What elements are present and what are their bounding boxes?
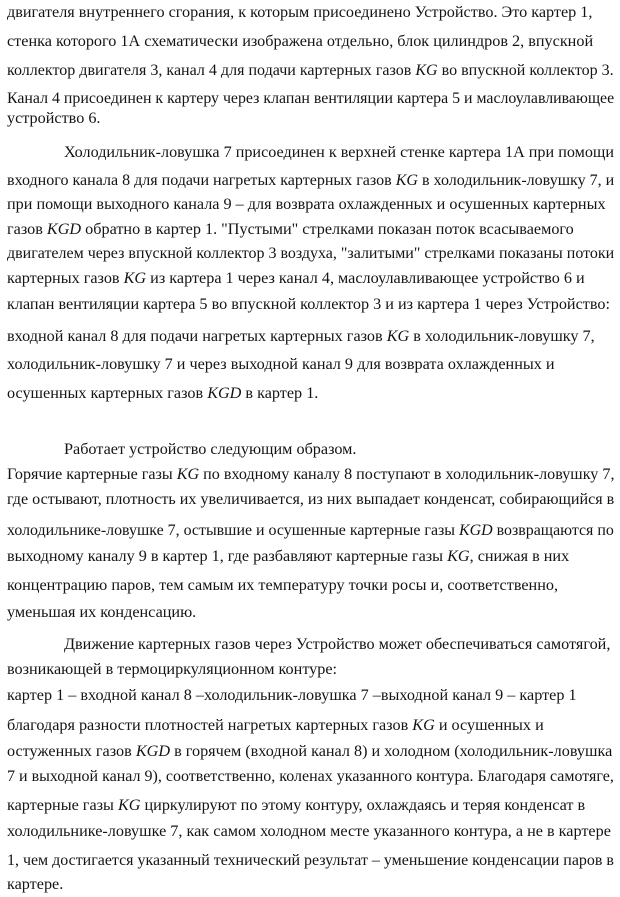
text-line: клапан вентиляции картера 5 во впускной коллектор 3 и из картера 1 через Устройство: [7,295,610,313]
text-line: благодаря разности плотностей нагретых картерных газов KG и осушенных и [7,716,544,734]
text-line: при помощи выходного канала 9 – для возврата охлажденных и осушенных картерных [7,195,606,213]
text-line: 7 и выходной канал 9), соответственно, коленах указанного контура. Благодаря самотяге, [7,767,614,785]
text-line: картерных газов KG из картера 1 через канал 4, маслоулавливающее устройство 6 и [7,269,585,287]
text-line: входного канала 8 для подачи нагретых картерных газов KG в холодильник-ловушку 7, и [7,171,615,189]
text-line: где остывают, плотность их увеличивается, из них выпадает конденсат, собирающийся в [7,490,615,508]
text-line: входной канал 8 для подачи нагретых картерных газов KG в холодильник-ловушку 7, [7,327,595,345]
text-line: 1, чем достигается указанный технический результат – уменьшение конденсации паров в [7,851,614,869]
text-line: Горячие картерные газы KG по входному каналу 8 поступают в холодильник-ловушку 7, [7,465,615,483]
text-line: уменьшая их конденсацию. [7,603,197,621]
text-line: холодильнике-ловушке 7, остывшие и осушенные картерные газы KGD возвращаются по [7,521,614,539]
text-line: устройство 6. [7,109,101,127]
text-line: стенка которого 1А схематически изображена отдельно, блок цилиндров 2, впускной [7,32,594,50]
text-line: холодильнике-ловушке 7, как самом холодном месте указанного контура, а не в картере [7,822,611,840]
text-line: выходному каналу 9 в картер 1, где разбавляют картерные газы KG, снижая в них [7,547,570,565]
text-line: картере. [7,875,64,893]
section-heading: Работает устройство следующим образом. [64,440,357,458]
text-line: двигателем через впускной коллектор 3 воздуха, "залитыми" стрелками показаны потоки [7,244,615,262]
text-line: двигателя внутреннего сгорания, к которым присоединено Устройство. Это картер 1, [7,3,593,21]
text-line: осушенных картерных газов KGD в картер 1. [7,384,319,402]
text-line: холодильник-ловушку 7 и через выходной канал 9 для возврата охлажденных и [7,355,555,373]
text-line: Холодильник-ловушка 7 присоединен к верхней стенке картера 1А при помощи [64,143,615,161]
text-line: коллектор двигателя 3, канал 4 для подачи картерных газов KG во впускной коллектор 3. [7,61,614,79]
text-line: Движение картерных газов через Устройство может обеспечиваться самотягой, [64,635,611,653]
text-line: Канал 4 присоединен к картеру через клапан вентиляции картера 5 и маслоулавливающее [7,89,615,107]
text-line: остуженных газов KGD в горячем (входной канал 8) и холодном (холодильник-ловушка [7,742,613,760]
text-line: возникающей в термоциркуляционном контуре: [7,660,338,678]
text-line: концентрацию паров, тем самым их температуру точки росы и, соответственно, [7,576,559,594]
text-line: газов KGD обратно в картер 1. "Пустыми" стрелками показан поток всасываемого [7,220,574,238]
text-line: картерные газы KG циркулируют по этому контуру, охлаждаясь и теряя конденсат в [7,796,586,814]
text-line: картер 1 – входной канал 8 –холодильник-ловушка 7 –выходной канал 9 – картер 1 [7,686,577,704]
